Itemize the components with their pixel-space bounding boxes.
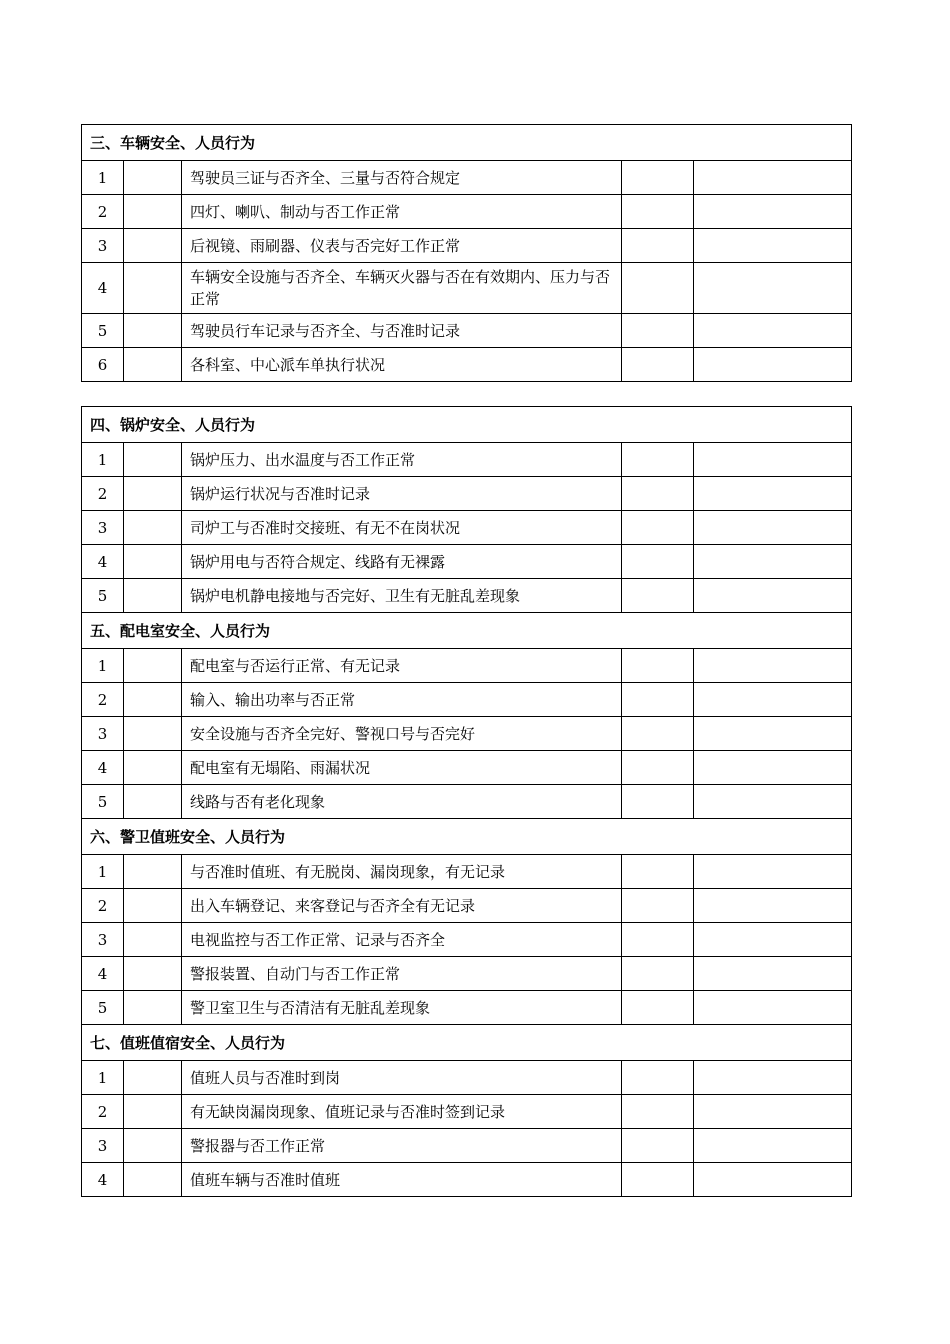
check-cell [622, 348, 694, 382]
table-row [82, 1061, 852, 1095]
item-description: 配电室有无塌陷、雨漏状况 [182, 751, 622, 785]
remark-cell [694, 1061, 852, 1095]
table-row [82, 545, 852, 579]
item-description: 驾驶员行车记录与否齐全、与否准时记录 [182, 314, 622, 348]
table-body-1 [82, 125, 852, 382]
item-description: 锅炉用电与否符合规定、线路有无裸露 [182, 545, 622, 579]
remark-cell [694, 229, 852, 263]
check-cell [622, 477, 694, 511]
table-row [82, 923, 852, 957]
section-title: 三、车辆安全、人员行为 [82, 125, 852, 161]
item-number: 4 [82, 1163, 124, 1197]
table-row [82, 649, 852, 683]
item-description: 警报装置、自动门与否工作正常 [182, 957, 622, 991]
table-row [82, 991, 852, 1025]
item-number: 2 [82, 889, 124, 923]
blank-cell [124, 751, 182, 785]
section-title: 四、锅炉安全、人员行为 [82, 407, 852, 443]
item-description: 与否准时值班、有无脱岗、漏岗现象，有无记录 [182, 855, 622, 889]
table-row [82, 511, 852, 545]
remark-cell [694, 889, 852, 923]
blank-cell [124, 314, 182, 348]
item-description: 司炉工与否准时交接班、有无不在岗状况 [182, 511, 622, 545]
check-cell [622, 579, 694, 613]
check-cell [622, 314, 694, 348]
remark-cell [694, 1163, 852, 1197]
blank-cell [124, 991, 182, 1025]
table-row [82, 957, 852, 991]
section-title: 七、值班值宿安全、人员行为 [82, 1025, 852, 1061]
check-cell [622, 991, 694, 1025]
check-cell [622, 1095, 694, 1129]
section-header-row [82, 819, 852, 855]
blank-cell [124, 1095, 182, 1129]
item-description: 值班车辆与否准时值班 [182, 1163, 622, 1197]
blank-cell [124, 649, 182, 683]
check-cell [622, 717, 694, 751]
check-cell [622, 511, 694, 545]
item-description: 出入车辆登记、来客登记与否齐全有无记录 [182, 889, 622, 923]
item-description: 四灯、喇叭、制动与否工作正常 [182, 195, 622, 229]
remark-cell [694, 443, 852, 477]
item-description: 线路与否有老化现象 [182, 785, 622, 819]
item-description: 配电室与否运行正常、有无记录 [182, 649, 622, 683]
check-cell [622, 923, 694, 957]
item-number: 5 [82, 314, 124, 348]
item-number: 4 [82, 263, 124, 314]
blank-cell [124, 717, 182, 751]
table-body-2 [82, 407, 852, 1197]
table-row [82, 1095, 852, 1129]
blank-cell [124, 683, 182, 717]
check-cell [622, 649, 694, 683]
item-description: 输入、输出功率与否正常 [182, 683, 622, 717]
remark-cell [694, 785, 852, 819]
check-cell [622, 889, 694, 923]
table-row [82, 1129, 852, 1163]
item-description: 安全设施与否齐全完好、警视口号与否完好 [182, 717, 622, 751]
item-description: 驾驶员三证与否齐全、三量与否符合规定 [182, 161, 622, 195]
item-number: 3 [82, 1129, 124, 1163]
item-number: 1 [82, 443, 124, 477]
item-description: 锅炉运行状况与否准时记录 [182, 477, 622, 511]
item-description: 后视镜、雨刷器、仪表与否完好工作正常 [182, 229, 622, 263]
item-description: 值班人员与否准时到岗 [182, 1061, 622, 1095]
blank-cell [124, 1163, 182, 1197]
check-cell [622, 855, 694, 889]
table-row [82, 195, 852, 229]
table-row [82, 314, 852, 348]
blank-cell [124, 511, 182, 545]
item-number: 2 [82, 1095, 124, 1129]
blank-cell [124, 1061, 182, 1095]
check-cell [622, 161, 694, 195]
remark-cell [694, 477, 852, 511]
table-row [82, 785, 852, 819]
blank-cell [124, 443, 182, 477]
check-cell [622, 1163, 694, 1197]
item-number: 4 [82, 957, 124, 991]
item-number: 1 [82, 649, 124, 683]
check-cell [622, 229, 694, 263]
remark-cell [694, 1095, 852, 1129]
remark-cell [694, 923, 852, 957]
check-cell [622, 751, 694, 785]
table-row [82, 889, 852, 923]
item-number: 4 [82, 751, 124, 785]
blank-cell [124, 889, 182, 923]
item-description: 车辆安全设施与否齐全、车辆灭火器与否在有效期内、压力与否正常 [182, 263, 622, 314]
check-cell [622, 545, 694, 579]
blank-cell [124, 263, 182, 314]
remark-cell [694, 579, 852, 613]
blank-cell [124, 957, 182, 991]
item-number: 2 [82, 477, 124, 511]
remark-cell [694, 1129, 852, 1163]
blank-cell [124, 229, 182, 263]
remark-cell [694, 751, 852, 785]
table-row [82, 477, 852, 511]
item-number: 2 [82, 683, 124, 717]
item-description: 警卫室卫生与否清洁有无脏乱差现象 [182, 991, 622, 1025]
blank-cell [124, 785, 182, 819]
item-description: 警报器与否工作正常 [182, 1129, 622, 1163]
table-row [82, 579, 852, 613]
remark-cell [694, 991, 852, 1025]
remark-cell [694, 511, 852, 545]
remark-cell [694, 161, 852, 195]
item-number: 1 [82, 855, 124, 889]
item-number: 6 [82, 348, 124, 382]
item-number: 5 [82, 785, 124, 819]
section-title: 五、配电室安全、人员行为 [82, 613, 852, 649]
item-number: 5 [82, 991, 124, 1025]
blank-cell [124, 477, 182, 511]
item-number: 3 [82, 923, 124, 957]
table-row [82, 855, 852, 889]
table-row [82, 683, 852, 717]
inspection-table-vehicles [81, 124, 852, 382]
item-number: 3 [82, 229, 124, 263]
table-row [82, 443, 852, 477]
table-row [82, 348, 852, 382]
remark-cell [694, 957, 852, 991]
blank-cell [124, 855, 182, 889]
item-description: 锅炉压力、出水温度与否工作正常 [182, 443, 622, 477]
item-description: 锅炉电机静电接地与否完好、卫生有无脏乱差现象 [182, 579, 622, 613]
check-cell [622, 443, 694, 477]
remark-cell [694, 683, 852, 717]
item-number: 3 [82, 511, 124, 545]
check-cell [622, 785, 694, 819]
table-row [82, 229, 852, 263]
item-number: 2 [82, 195, 124, 229]
section-header-row [82, 125, 852, 161]
check-cell [622, 195, 694, 229]
item-number: 4 [82, 545, 124, 579]
item-number: 1 [82, 161, 124, 195]
table-row [82, 717, 852, 751]
table-row [82, 751, 852, 785]
remark-cell [694, 855, 852, 889]
check-cell [622, 683, 694, 717]
item-description: 各科室、中心派车单执行状况 [182, 348, 622, 382]
blank-cell [124, 579, 182, 613]
remark-cell [694, 195, 852, 229]
remark-cell [694, 545, 852, 579]
remark-cell [694, 649, 852, 683]
item-description: 电视监控与否工作正常、记录与否齐全 [182, 923, 622, 957]
item-number: 3 [82, 717, 124, 751]
check-cell [622, 1129, 694, 1163]
remark-cell [694, 314, 852, 348]
blank-cell [124, 545, 182, 579]
table-row [82, 263, 852, 314]
blank-cell [124, 161, 182, 195]
check-cell [622, 957, 694, 991]
blank-cell [124, 923, 182, 957]
section-title: 六、警卫值班安全、人员行为 [82, 819, 852, 855]
blank-cell [124, 1129, 182, 1163]
remark-cell [694, 717, 852, 751]
blank-cell [124, 348, 182, 382]
blank-cell [124, 195, 182, 229]
table-row [82, 1163, 852, 1197]
item-number: 5 [82, 579, 124, 613]
table-row [82, 161, 852, 195]
item-number: 1 [82, 1061, 124, 1095]
check-cell [622, 263, 694, 314]
remark-cell [694, 348, 852, 382]
check-cell [622, 1061, 694, 1095]
inspection-table-facilities [81, 406, 852, 1197]
section-header-row [82, 613, 852, 649]
remark-cell [694, 263, 852, 314]
section-header-row [82, 1025, 852, 1061]
section-header-row [82, 407, 852, 443]
item-description: 有无缺岗漏岗现象、值班记录与否准时签到记录 [182, 1095, 622, 1129]
